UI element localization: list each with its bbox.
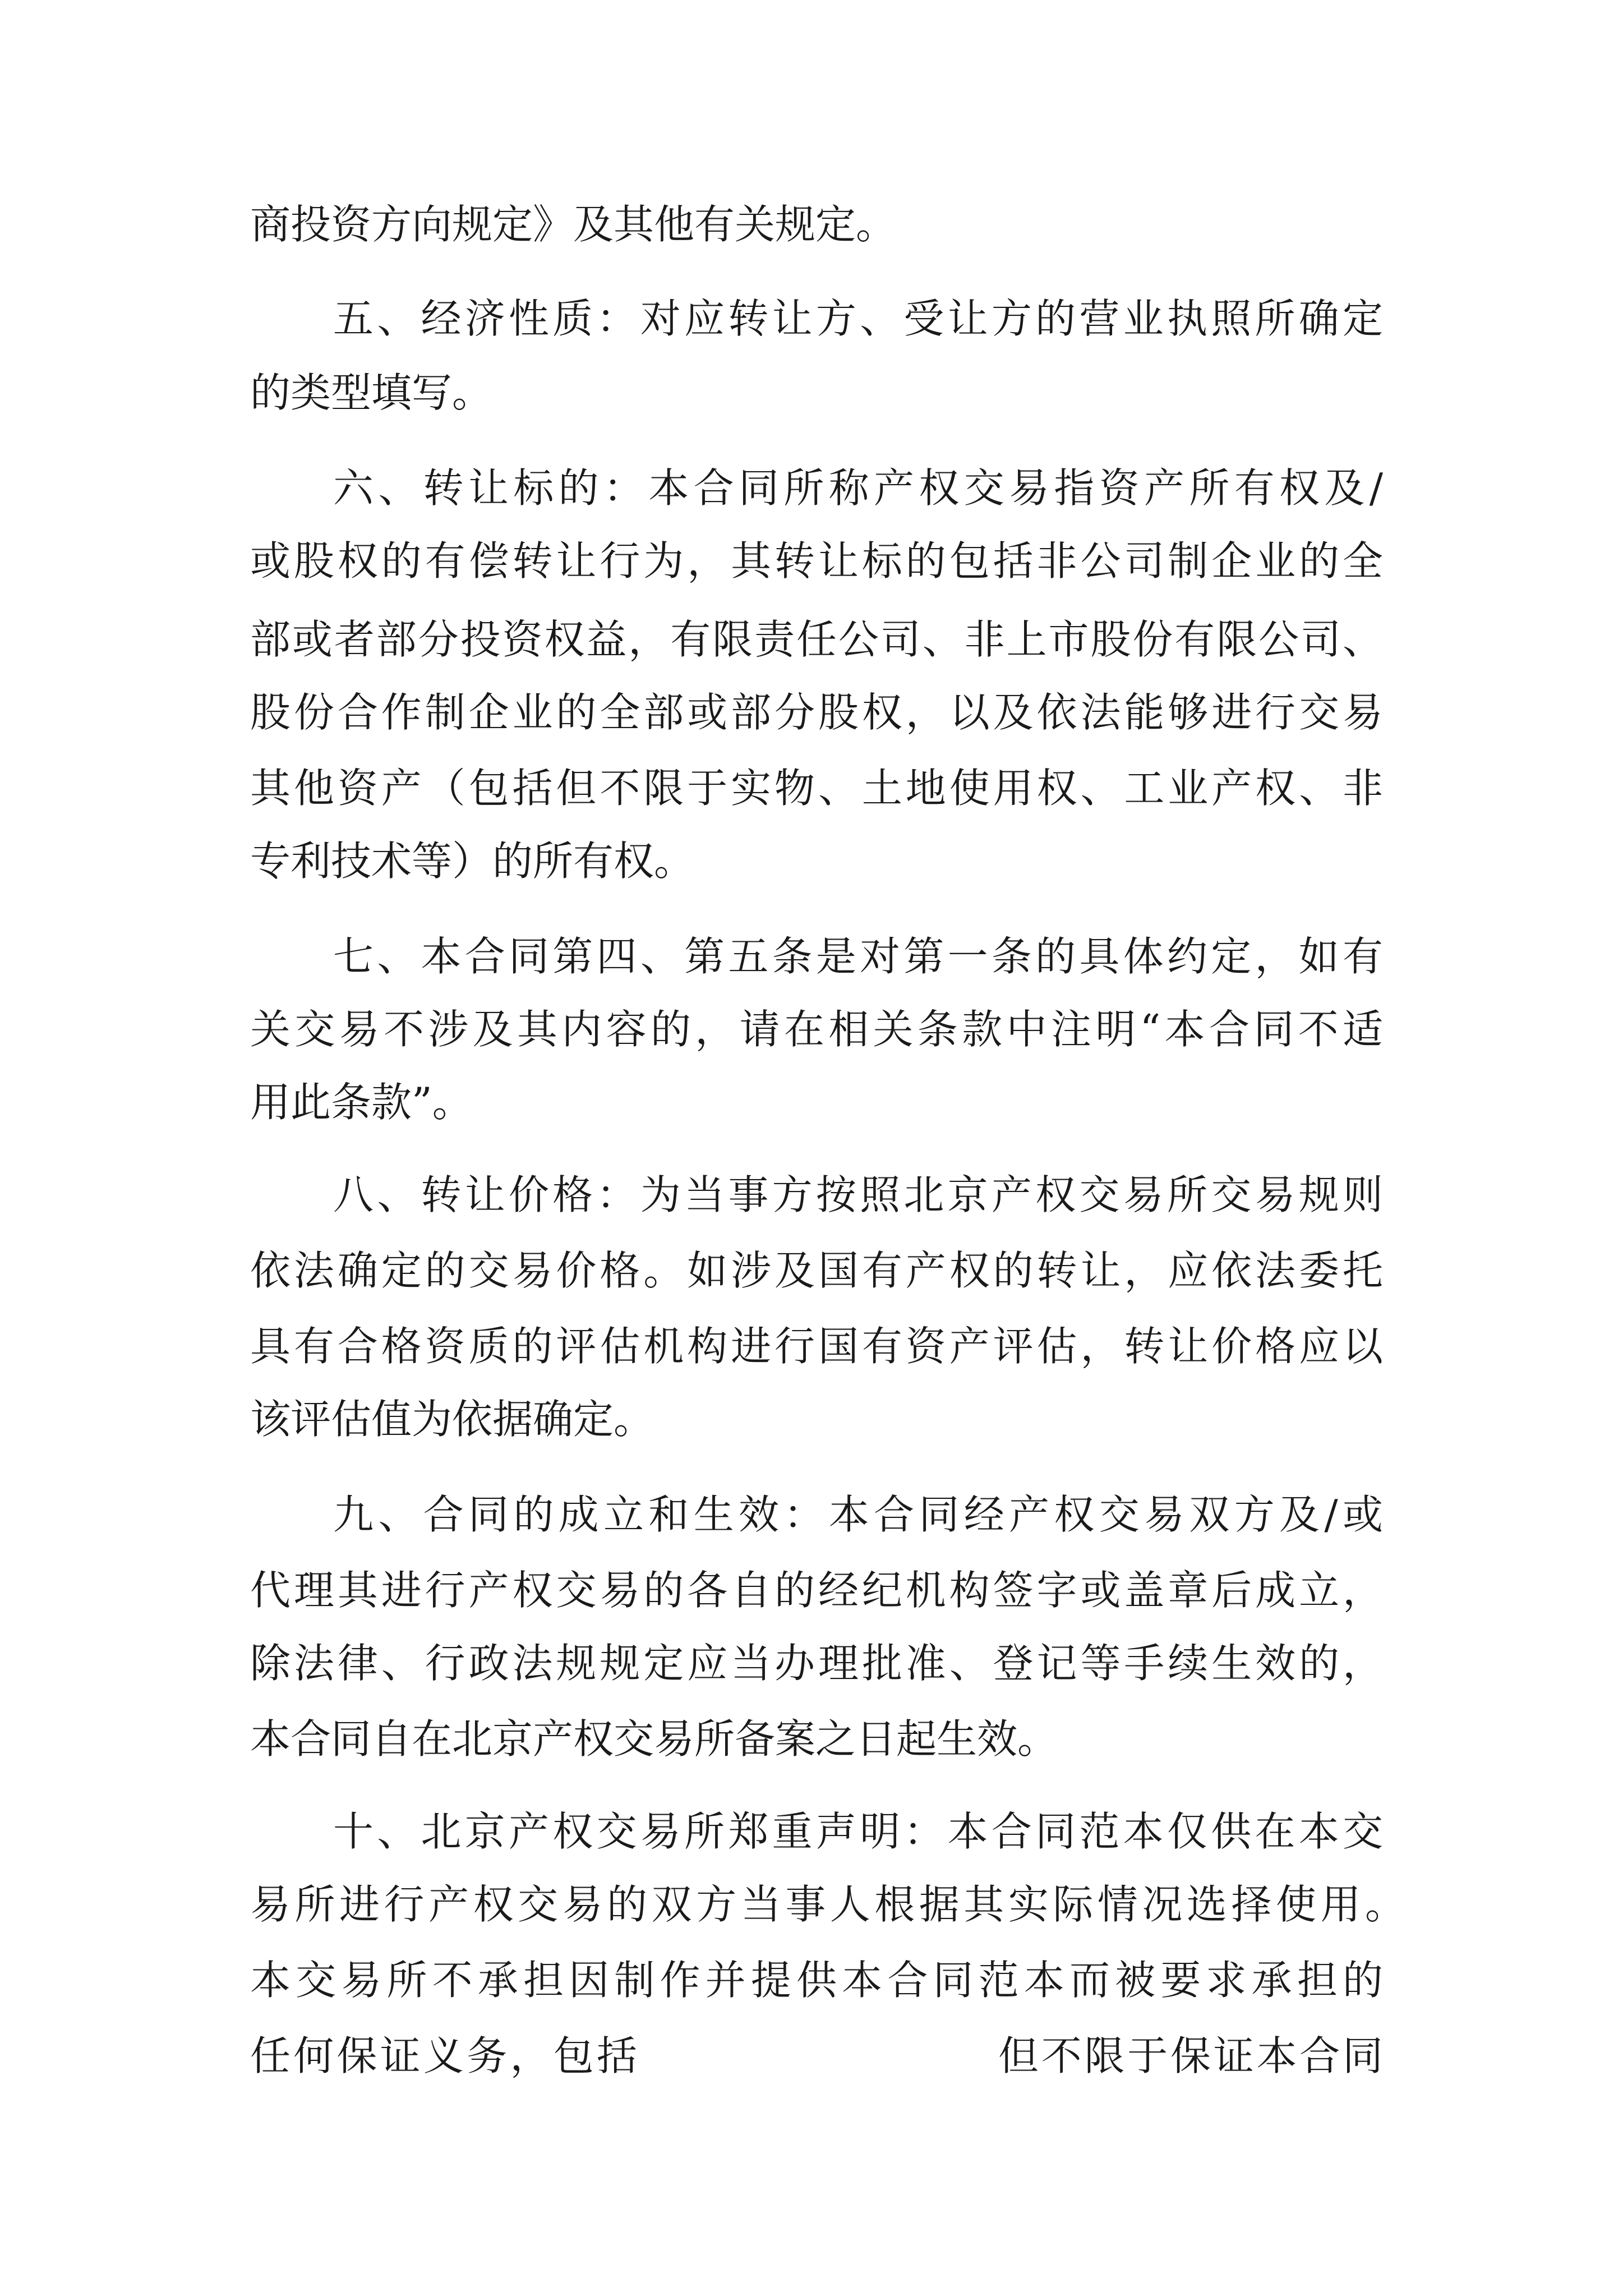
text-line: 的类型填写。 <box>250 369 493 416</box>
text-line: 六、转让标的：本合同所称产权交易指资产所有权及/ <box>333 464 1383 512</box>
text-line: 部或者部分投资权益，有限责任公司、非上市股份有限公司、 <box>250 616 1383 663</box>
text-line: 专利技术等）的所有权。 <box>250 838 695 885</box>
text-line: 该评估值为依据确定。 <box>250 1396 654 1443</box>
text-line: 本合同自在北京产权交易所备案之日起生效。 <box>250 1715 1058 1763</box>
text-line-left-part: 任何保证义务，包括 <box>250 2032 637 2079</box>
text-line: 具有合格资质的评估机构进行国有资产评估，转让价格应以 <box>250 1323 1383 1370</box>
text-line: 五、经济性质：对应转让方、受让方的营业执照所确定 <box>333 295 1383 342</box>
text-line: 或股权的有偿转让行为，其转让标的包括非公司制企业的全 <box>250 537 1383 585</box>
text-line: 九、合同的成立和生效：本合同经产权交易双方及/或 <box>333 1491 1383 1538</box>
text-line: 商投资方向规定》及其他有关规定。 <box>250 201 897 248</box>
text-line: 十、北京产权交易所郑重声明：本合同范本仅供在本交 <box>333 1808 1383 1855</box>
text-line: 用此条款”。 <box>250 1079 473 1126</box>
text-line: 其他资产（包括但不限于实物、土地使用权、工业产权、非 <box>250 765 1383 812</box>
text-line: 依法确定的交易价格。如涉及国有产权的转让，应依法委托 <box>250 1247 1383 1294</box>
text-line: 本交易所不承担因制作并提供本合同范本而被要求承担的 <box>250 1957 1383 2004</box>
text-line: 七、本合同第四、第五条是对第一条的具体约定，如有 <box>333 933 1383 980</box>
text-line: 代理其进行产权交易的各自的经纪机构签字或盖章后成立， <box>250 1567 1383 1614</box>
text-line: 关交易不涉及其内容的，请在相关条款中注明“本合同不适 <box>250 1006 1383 1053</box>
text-line: 除法律、行政法规规定应当办理批准、登记等手续生效的， <box>250 1640 1383 1687</box>
text-line: 股份合作制企业的全部或部分股权，以及依法能够进行交易 <box>250 689 1383 736</box>
text-line: 八、转让价格：为当事方按照北京产权交易所交易规则 <box>333 1171 1383 1218</box>
text-line: 易所进行产权交易的双方当事人根据其实际情况选择使用。 <box>250 1881 1405 1928</box>
text-line-right-part: 但不限于保证本合同 <box>998 2032 1383 2079</box>
